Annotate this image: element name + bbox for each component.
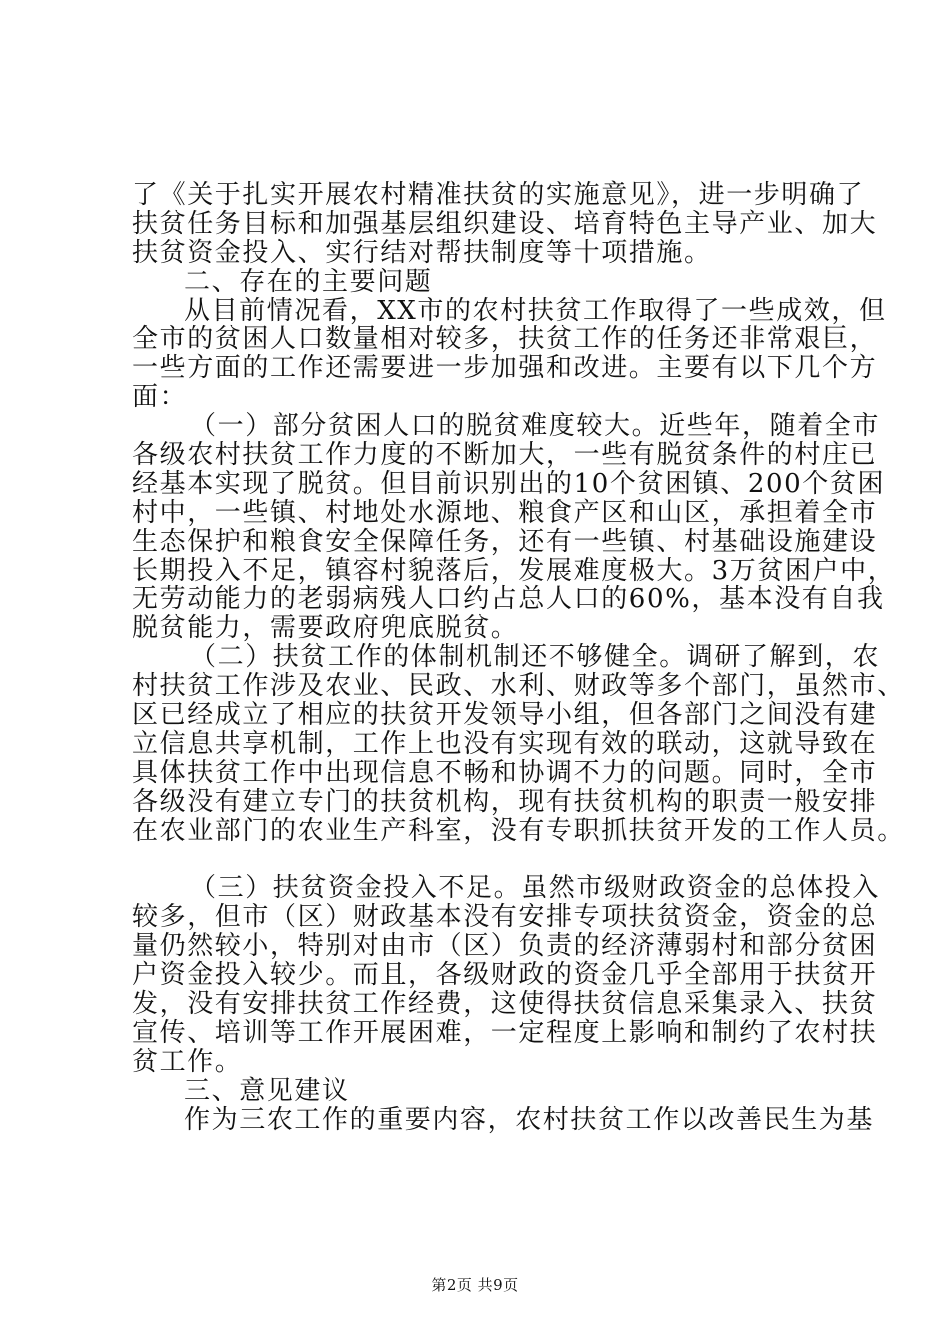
paragraph-start: （三）扶贫资金投入不足。虽然市级财政资金的总体投入 xyxy=(190,873,881,904)
text-line: 无劳动能力的老弱病残人口约占总人口的60%，基本没有自我 xyxy=(132,584,885,615)
text-line: 村扶贫工作涉及农业、民政、水利、财政等多个部门，虽然市、 xyxy=(132,671,905,702)
section-heading: 三、意见建议 xyxy=(184,1075,350,1106)
text-line: 发，没有安排扶贫工作经费，这使得扶贫信息采集录入、扶贫 xyxy=(132,988,878,1019)
text-line: 较多，但市（区）财政基本没有安排专项扶贫资金，资金的总 xyxy=(132,902,878,933)
page-footer xyxy=(0,1275,950,1295)
text-line: 面： xyxy=(132,382,188,413)
text-line: 区已经成立了相应的扶贫开发领导小组，但各部门之间没有建 xyxy=(132,700,878,731)
text-line: 全市的贫困人口数量相对较多，扶贫工作的任务还非常艰巨， xyxy=(132,324,878,355)
text-line: 脱贫能力，需要政府兜底脱贫。 xyxy=(132,613,519,644)
paragraph-start: （二）扶贫工作的体制机制还不够健全。调研了解到，农 xyxy=(190,642,881,673)
text-line: 立信息共享机制，工作上也没有实现有效的联动，这就导致在 xyxy=(132,728,878,759)
text-line: 具体扶贫工作中出现信息不畅和协调不力的问题。同时，全市 xyxy=(132,757,878,788)
text-line: 户资金投入较少。而且，各级财政的资金几乎全部用于扶贫开 xyxy=(132,960,878,991)
text-line: 村中，一些镇、村地处水源地、粮食产区和山区，承担着全市 xyxy=(132,497,878,528)
paragraph-start: （一）部分贫困人口的脱贫难度较大。近些年，随着全市 xyxy=(190,411,881,442)
text-line: 扶贫任务目标和加强基层组织建设、培育特色主导产业、加大 xyxy=(132,208,878,239)
text-line: 一些方面的工作还需要进一步加强和改进。主要有以下几个方 xyxy=(132,353,878,384)
paragraph-start: 作为三农工作的重要内容，农村扶贫工作以改善民生为基 xyxy=(184,1104,875,1135)
blank-line xyxy=(132,845,834,874)
text-line: 量仍然较小，特别对由市（区）负责的经济薄弱村和部分贫困 xyxy=(132,931,878,962)
text-line: 各级农村扶贫工作力度的不断加大，一些有脱贫条件的村庄已 xyxy=(132,440,878,471)
text-line: 了《关于扎实开展农村精准扶贫的实施意见》，进一步明确了 xyxy=(132,180,865,210)
paragraph-start: 从目前情况看，XX市的农村扶贫工作取得了一些成效，但 xyxy=(184,295,887,326)
text-line: 经基本实现了脱贫。但目前识别出的10个贫困镇、200个贫困 xyxy=(132,468,886,499)
page-number: 第2页 共9页 xyxy=(431,1276,519,1294)
text-line: 各级没有建立专门的扶贫机构，现有扶贫机构的职责一般安排 xyxy=(132,786,878,817)
text-line: 贫工作。 xyxy=(132,1046,243,1077)
section-heading: 二、存在的主要问题 xyxy=(184,266,433,297)
text-line: 宣传、培训等工作开展困难，一定程度上影响和制约了农村扶 xyxy=(132,1017,878,1048)
text-line: 在农业部门的农业生产科室，没有专职抓扶贫开发的工作人员。 xyxy=(132,815,905,846)
text-line: 扶贫资金投入、实行结对帮扶制度等十项措施。 xyxy=(132,237,712,268)
document-body xyxy=(132,180,905,1135)
text-line: 长期投入不足，镇容村貌落后，发展难度极大。3万贫困户中， xyxy=(132,555,896,586)
text-line: 生态保护和粮食安全保障任务，还有一些镇、村基础设施建设 xyxy=(132,526,878,557)
